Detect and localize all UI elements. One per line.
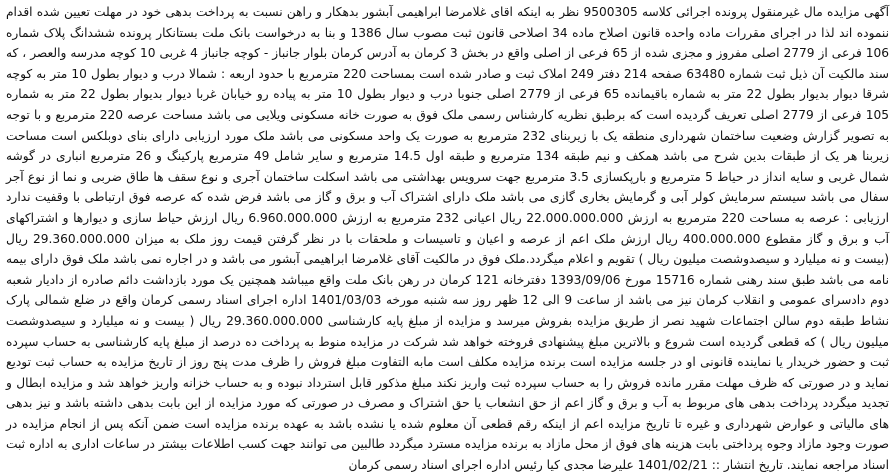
notice-text: آگهی مزایده مال غیرمنقول پرونده اجرائی کلاسه 9500305 نظر به اینکه اقای غلامرضا ابراهیمی آبشور بدهکار و راهن نسبت به پرداخت بدهی خود در مهلت تعیین شده اقدام ننموده اند لذا در اجرای مقررات ماده واحده قانون اصلاح ماده 34 اصلاحی قانون ثبت مصوب سال 1386 و بنا به درخواست بانک ملت بستانکار پرونده ششدانگ پلاک شماره 106 فرعی از 2779 اصلی مفروز و مجزی شده از 65 فرعی از اصلی واقع در بخش 3 کرمان به آدرس کرمان بلوار جانباز - کوچه جانباز 4 غربی 10 کوچه مدرسه والعصر ، که سند مالکیت آن ذیل ثبت شماره 63480 صفحه 214 دفتر 249 املاک ثبت و صادر شده است بمساحت 220 مترمربع با حدود اربعه : شمالا درب و دیوار بطول 10 متر به کوچه شرقا دیوار بدیوار بطول 22 متر به شماره باقیمانده 65 فرعی از 2779 اصلی جنوبا درب و دیوار بطول 10 متر به پیاده رو خیابان غربا دیوار بدیوار بطول 22 متر به شماره 105 فرعی از 2779 اصلی تعریف گردیده است که برطبق نظریه کارشناس رسمی ملک فوق به صورت خانه مسکونی ویلایی می باشد مساحت عرصه 220 مترمربع و با توجه به تصویر گزارش وضعیت ساختمان شهرداری منطقه یک با زیربنای 232 مترمربع به صورت یک واحد مسکونی می باشد ملک مورد ارزیابی دارای بنای دوبلکس است مساحت زیربنا هر یک از طبقات بدین شرح می باشد همکف و نیم طبقه 134 مترمربع و طبقه اول 14.5 مترمربع و سایر شامل 49 مترمربع پارکینگ و 26 مترمربع انباری در گوشه شمال غربی و سایه انداز در حیاط 5 مترمربع و بارپکسازی 3.5 مترمربع جهت سرویس بهداشتی می باشد اسکلت ساختمان آجری و نوع سقف ها طاق ضربی و نما از نوع آجر سفال می باشد سیستم سرمایش کولر آبی و گرمایش بخاری گازی می باشد ملک دارای اشتراک آب و برق و گاز می باشد فرض شده که عرصه فوق ارتباطی با وقفیت ندارد ارزیابی : عرصه به مساحت 220 مترمربع به ارزش 22.000.000.000 ریال اعیانی 232 مترمربع به ارزش 6.960.000.000 ریال ارزش حیاط سازی و دیوارها و اشتراکهای آب و برق و گاز مقطوع 400.000.000 ریال ارزش ملک اعم از عرصه و اعیان و تاسیسات و ملحقات با در نظر گرفتن قیمت روز ملک به میزان 29.360.000.000 ریال (بیست و نه میلیارد و سیصدوشصت میلیون ریال ) تقویم و اعلام میگردد.ملک فوق در مالکیت آقای غلامرضا ابراهیمی آبشور می باشد و در اجاره نمی باشد ملک فوق دارای بیمه نامه می باشد طبق سند رهنی شماره 15716 مورخ 1393/09/06 دفترخانه 121 کرمان در رهن بانک ملت واقع میباشد همچنین یک مورد بازداشت دائم صادره از دادیار شعبه دوم دادسرای عمومی و انقلاب کرمان نیز می باشد از ساعت 9 الی 12 ظهر روز سه شنبه مورخه 1401/03/03 اداره اجرای اسناد رسمی کرمان واقع در ضلع شمالی پارک نشاط طبقه دوم سالن اجتماعات شهید نصر از طریق مزایده بفروش میرسد و مزایده از مبلغ پایه کارشناسی 29.360.000.000 ریال ( بیست و نه میلیارد و سیصدوشصت میلیون ریال ) که قطعی گردیده است شروع و بالاترین مبلغ پیشنهادی فروخته خواهد شد شرکت در مزایده منوط به پرداخت ده درصد از مبلغ پایه کارشناسی به حساب سپرده ثبت و حضور خریدار یا نماینده قانونی او در جلسه مزایده است برنده مزایده مکلف است مابه التفاوت مبلغ فروش را ظرف مدت پنج روز از تاریخ مزایده به حساب ثبت تودیع نماید و در صورتی که ظرف مهلت مقرر مانده فروش را به حساب سپرده ثبت واریز نکند مبلغ مذکور قابل استرداد نبوده و به حساب خزانه واریز خواهد شد و مزایده ابطال و تجدید میگردد پرداخت بدهی های مربوط به آب و برق و گاز اعم از حق انشعاب یا حق اشتراک و مصرف در صورتی که مورد مزایده از این بابت بدهی داشته باشد و نیز بدهی های مالیاتی و عوارض شهرداری و غیره تا تاریخ مزایده اعم از اینکه رقم قطعی آن معلوم شده یا نشده باشد به عهده برنده مزایده است ضمن آنکه پس از انجام مزایده در صورت وجود مازاد وجوه پرداختی بابت هزینه های فوق از محل مازاد به برنده مزایده مسترد میگردد طالبین می توانند جهت کسب اطلاعات بیشتر در ساعات اداری به اداره ثبت اسناد مراجعه نمایند. تاریخ انتشار :: 1401/02/21 علیرضا مجدی کیا رئیس اداره اجرای اسناد رسمی کرمان (6, 5, 890, 473)
